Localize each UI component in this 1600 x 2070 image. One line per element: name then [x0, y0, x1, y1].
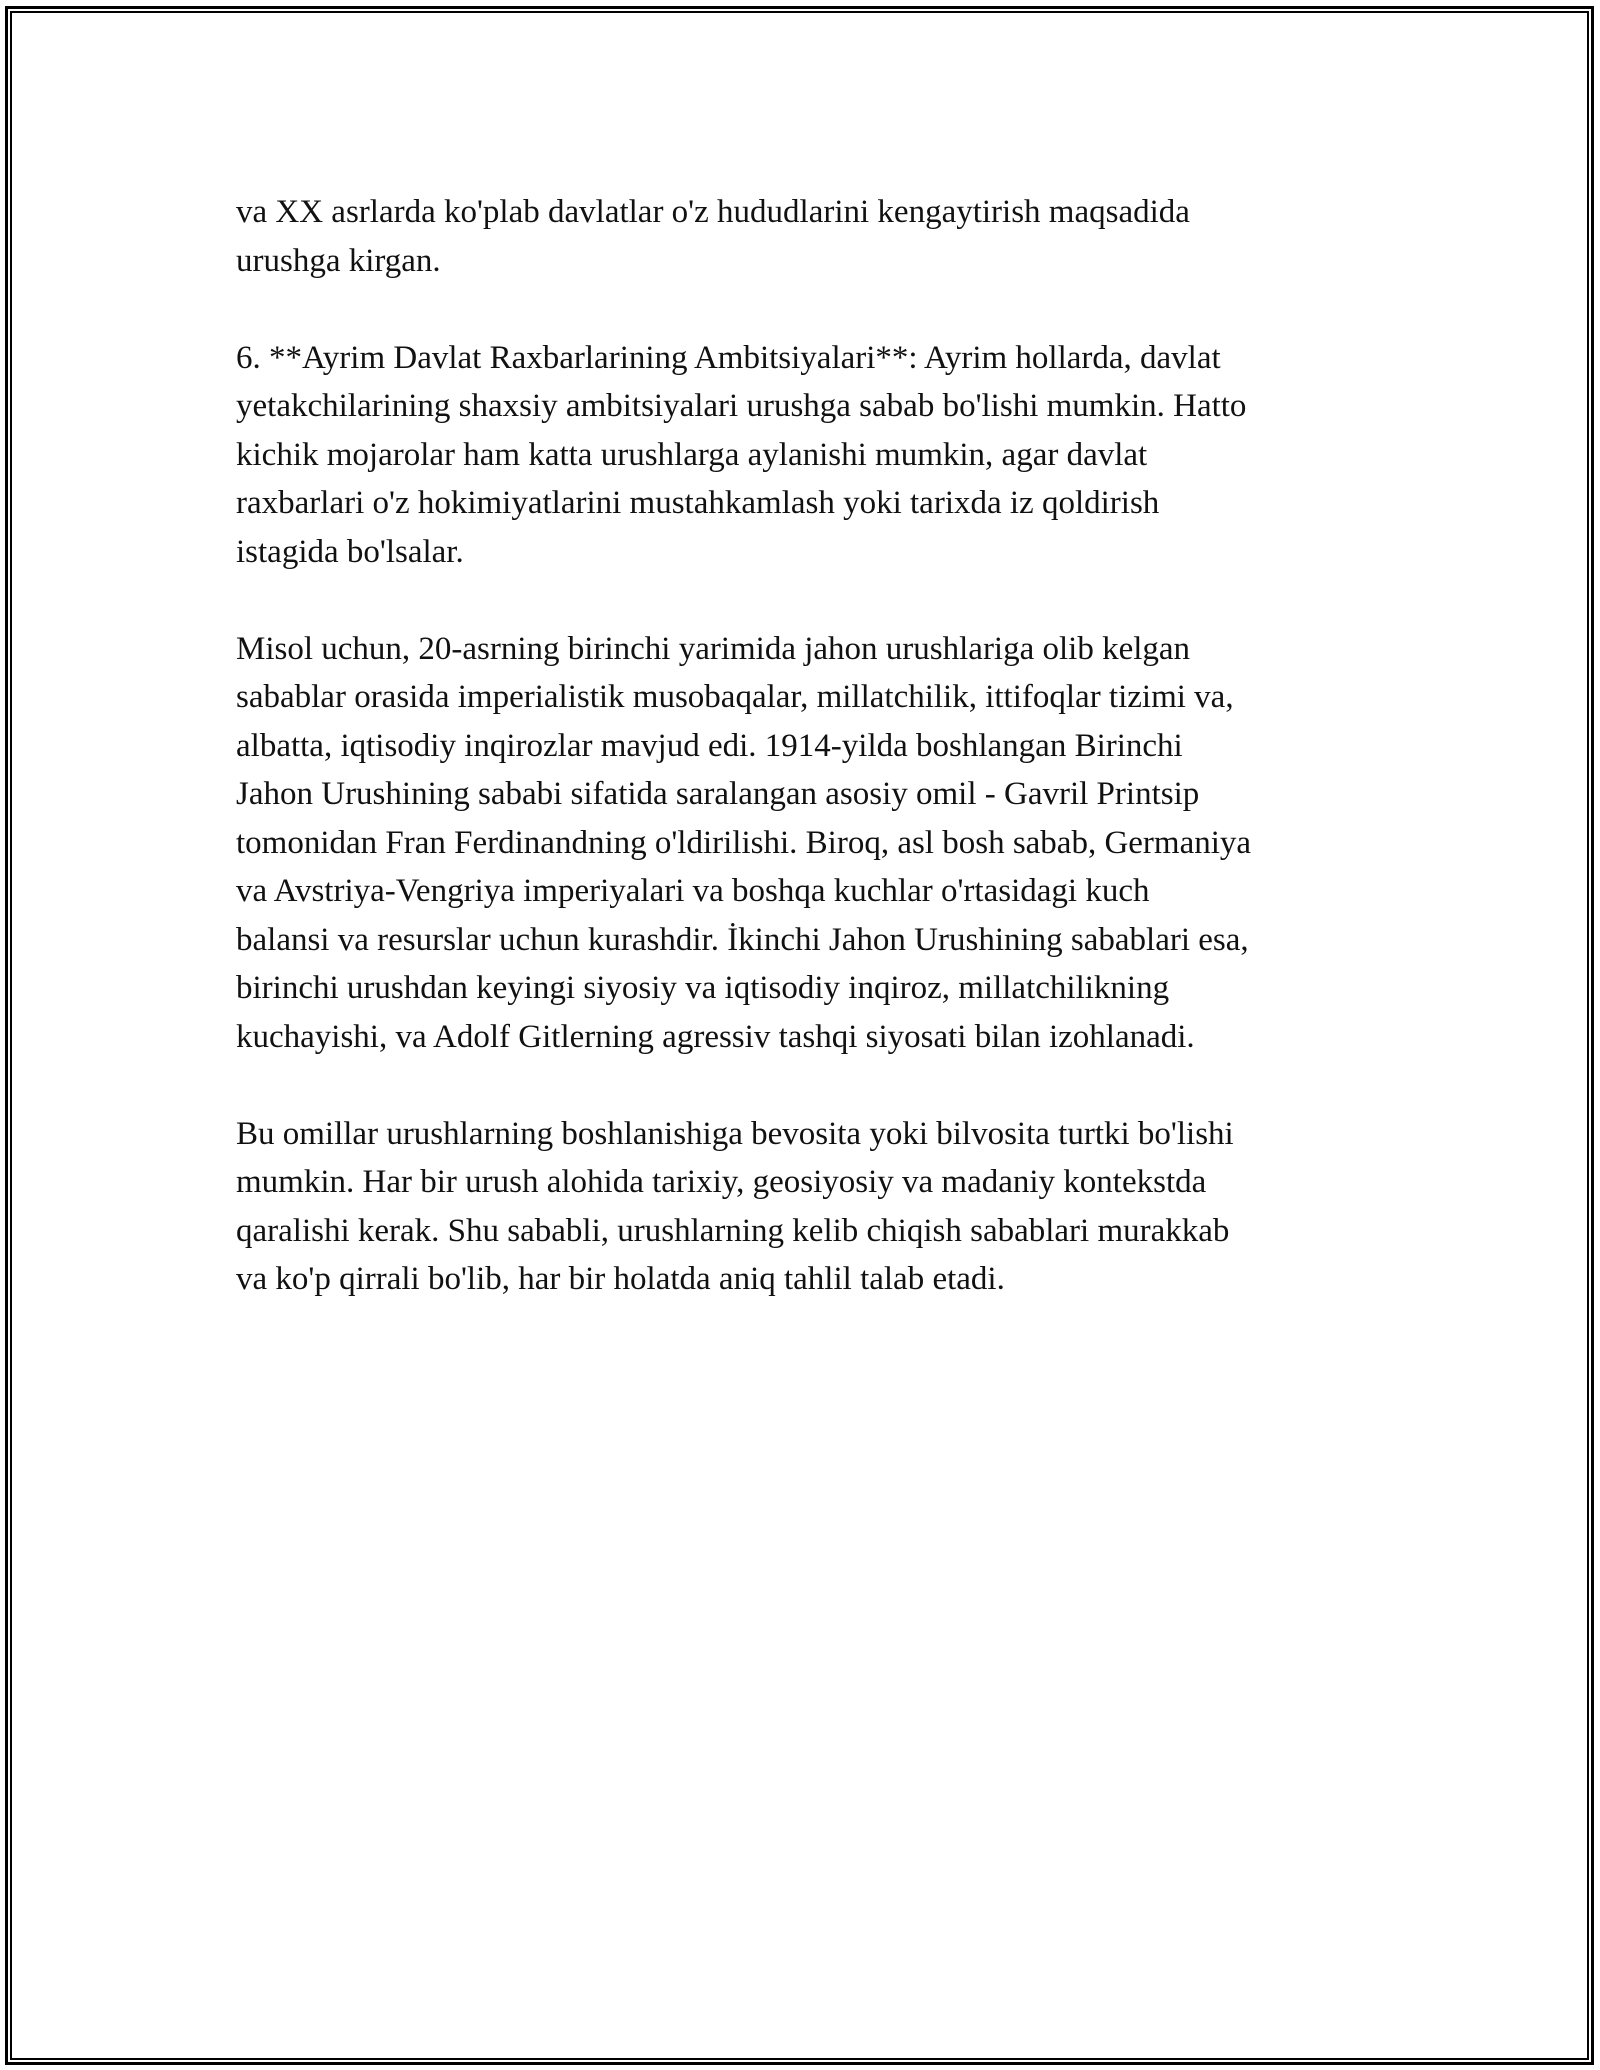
text-line: qaralishi kerak. Shu sababli, urushlarning kelib chiqish sabablari murakkab: [236, 1212, 1230, 1249]
text-line: kuchayishi, va Adolf Gitlerning agressiv tashqi siyosati bilan izohlanadi.: [236, 1018, 1195, 1055]
text-line: va XX asrlarda ko'plab davlatlar o'z hududlarini kengaytirish maqsadida: [236, 194, 1190, 230]
document-body: [236, 188, 1396, 1352]
paragraph-example: [236, 625, 1396, 1062]
paragraph-conclusion: [236, 1110, 1396, 1304]
text-line: va Avstriya-Vengriya imperiyalari va boshqa kuchlar o'rtasidagi kuch: [236, 873, 1150, 909]
text-line: raxbarlari o'z hokimiyatlarini mustahkamlash yoki tarixda iz qoldirish: [236, 485, 1160, 521]
text-line: istagida bo'lsalar.: [236, 533, 464, 570]
text-line: Misol uchun, 20-asrning birinchi yarimida jahon urushlariga olib kelgan: [236, 630, 1191, 667]
text-line: va ko'p qirrali bo'lib, har bir holatda aniq tahlil talab etadi.: [236, 1261, 1005, 1297]
text-line: kichik mojarolar ham katta urushlarga aylanishi mumkin, agar davlat: [236, 436, 1148, 473]
text-line: sabablar orasida imperialistik musobaqalar, millatchilik, ittifoqlar tizimi va,: [236, 679, 1234, 715]
text-line: Jahon Urushining sababi sifatida saralangan asosiy omil - Gavril Printsip: [236, 776, 1200, 812]
text-line: yetakchilarining shaxsiy ambitsiyalari urushga sabab bo'lishi mumkin. Hatto: [236, 388, 1247, 424]
text-line: albatta, iqtisodiy inqirozlar mavjud edi. 1914-yilda boshlangan Birinchi: [236, 727, 1183, 764]
text-line: 6. **Ayrim Davlat Raxbarlarining Ambitsiyalari**: Ayrim hollarda, davlat: [236, 339, 1221, 376]
paragraph-continuation: [236, 188, 1396, 285]
text-line: Bu omillar urushlarning boshlanishiga bevosita yoki bilvosita turtki bo'lishi: [236, 1115, 1234, 1152]
text-line: balansi va resurslar uchun kurashdir. İkinchi Jahon Urushining sabablari esa,: [236, 921, 1249, 958]
text-line: mumkin. Har bir urush alohida tarixiy, geosiyosiy va madaniy kontekstda: [236, 1164, 1207, 1200]
text-line: birinchi urushdan keyingi siyosiy va iqtisodiy inqiroz, millatchilikning: [236, 970, 1170, 1006]
text-line: tomonidan Fran Ferdinandning o'ldirilishi. Biroq, asl bosh sabab, Germaniya: [236, 824, 1252, 861]
paragraph-item-6: [236, 334, 1396, 577]
text-line: urushga kirgan.: [236, 242, 441, 279]
